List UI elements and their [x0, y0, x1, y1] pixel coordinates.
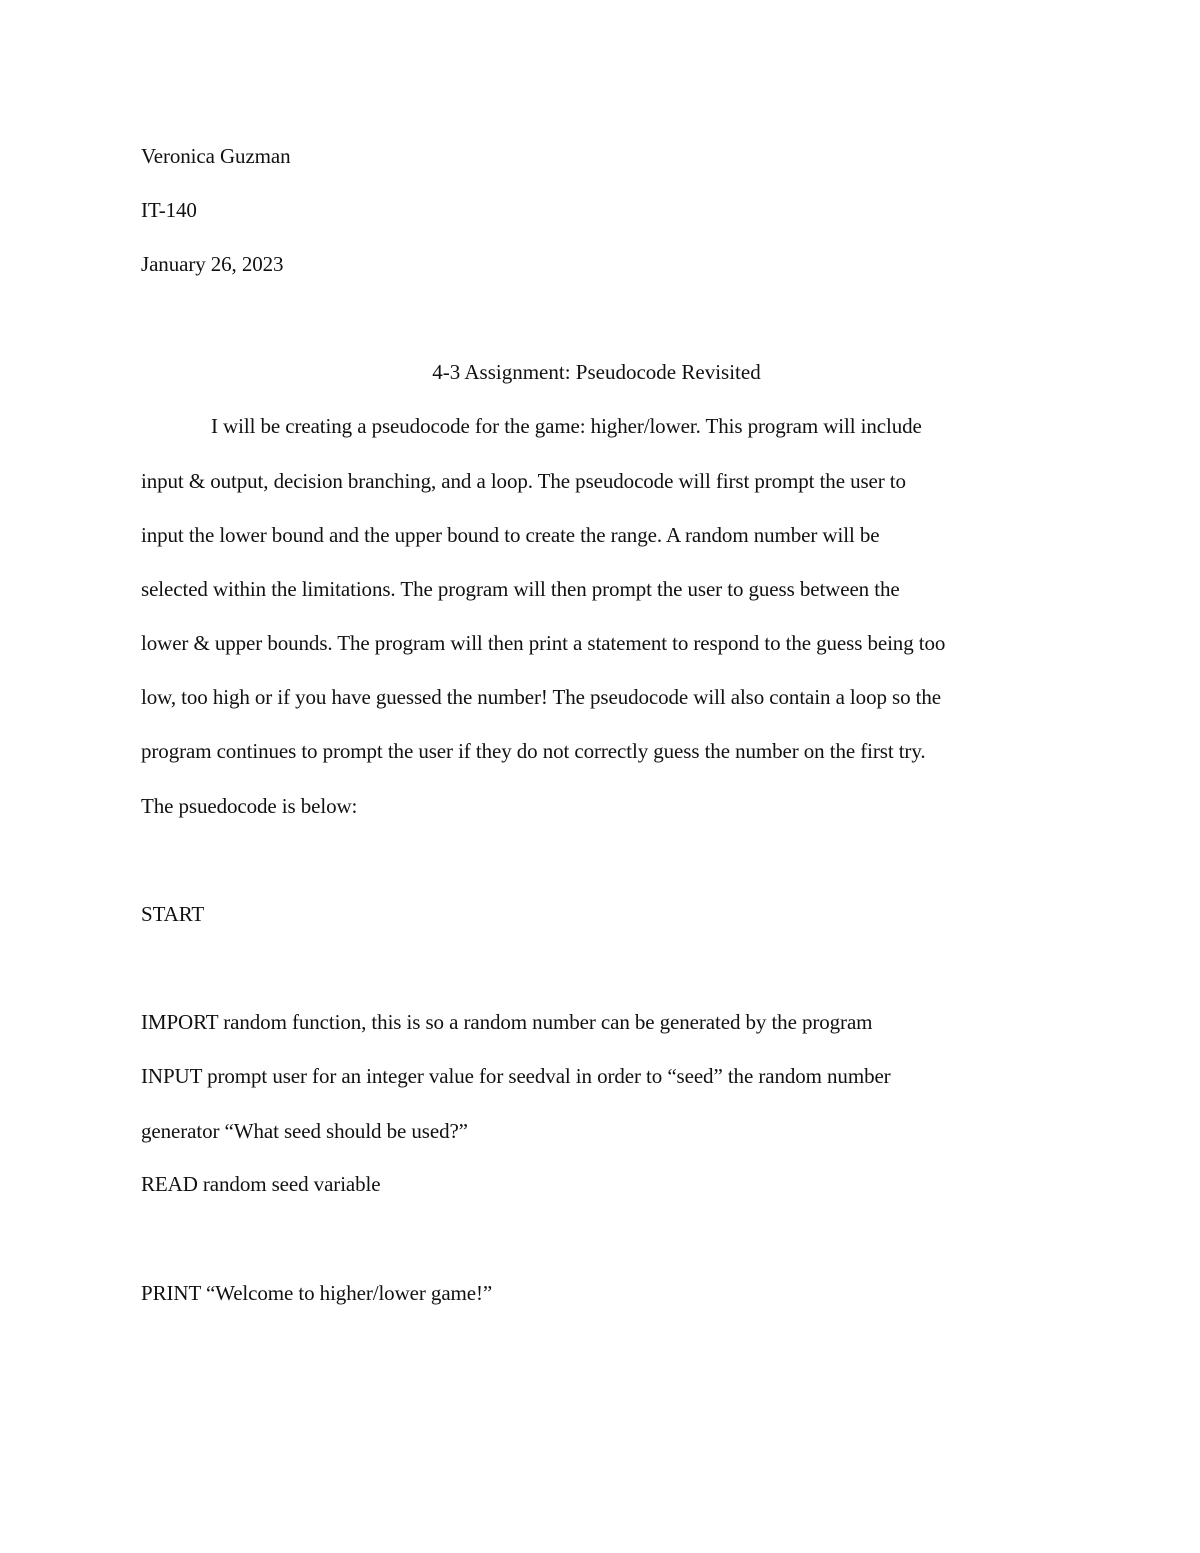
- paragraph-line: I will be creating a pseudocode for the game: higher/lower. This program will include: [211, 414, 922, 438]
- paragraph-line: low, too high or if you have guessed the number! The pseudocode will also contain a loop so the: [141, 685, 941, 709]
- pseudocode-print: PRINT “Welcome to higher/lower game!”: [141, 1281, 493, 1305]
- pseudocode-start: START: [141, 902, 205, 926]
- paragraph-line: selected within the limitations. The program will then prompt the user to guess between the: [141, 577, 900, 601]
- pseudocode-read: READ random seed variable: [141, 1172, 381, 1196]
- document-title: 4-3 Assignment: Pseudocode Revisited: [432, 360, 761, 384]
- paragraph-line: lower & upper bounds. The program will then print a statement to respond to the guess being too: [141, 631, 946, 655]
- document-date: January 26, 2023: [141, 252, 284, 276]
- pseudocode-import: IMPORT random function, this is so a random number can be generated by the program: [141, 1010, 873, 1034]
- paragraph-line: The psuedocode is below:: [141, 794, 358, 818]
- course-code: IT-140: [141, 198, 197, 222]
- paragraph-line: program continues to prompt the user if they do not correctly guess the number on the first try.: [141, 739, 926, 763]
- author-name: Veronica Guzman: [141, 144, 291, 168]
- paragraph-line: input & output, decision branching, and a loop. The pseudocode will first prompt the user to: [141, 469, 906, 493]
- pseudocode-input-continued: generator “What seed should be used?”: [141, 1119, 468, 1143]
- paragraph-line: input the lower bound and the upper bound to create the range. A random number will be: [141, 523, 880, 547]
- pseudocode-input: INPUT prompt user for an integer value for seedval in order to “seed” the random number: [141, 1064, 891, 1088]
